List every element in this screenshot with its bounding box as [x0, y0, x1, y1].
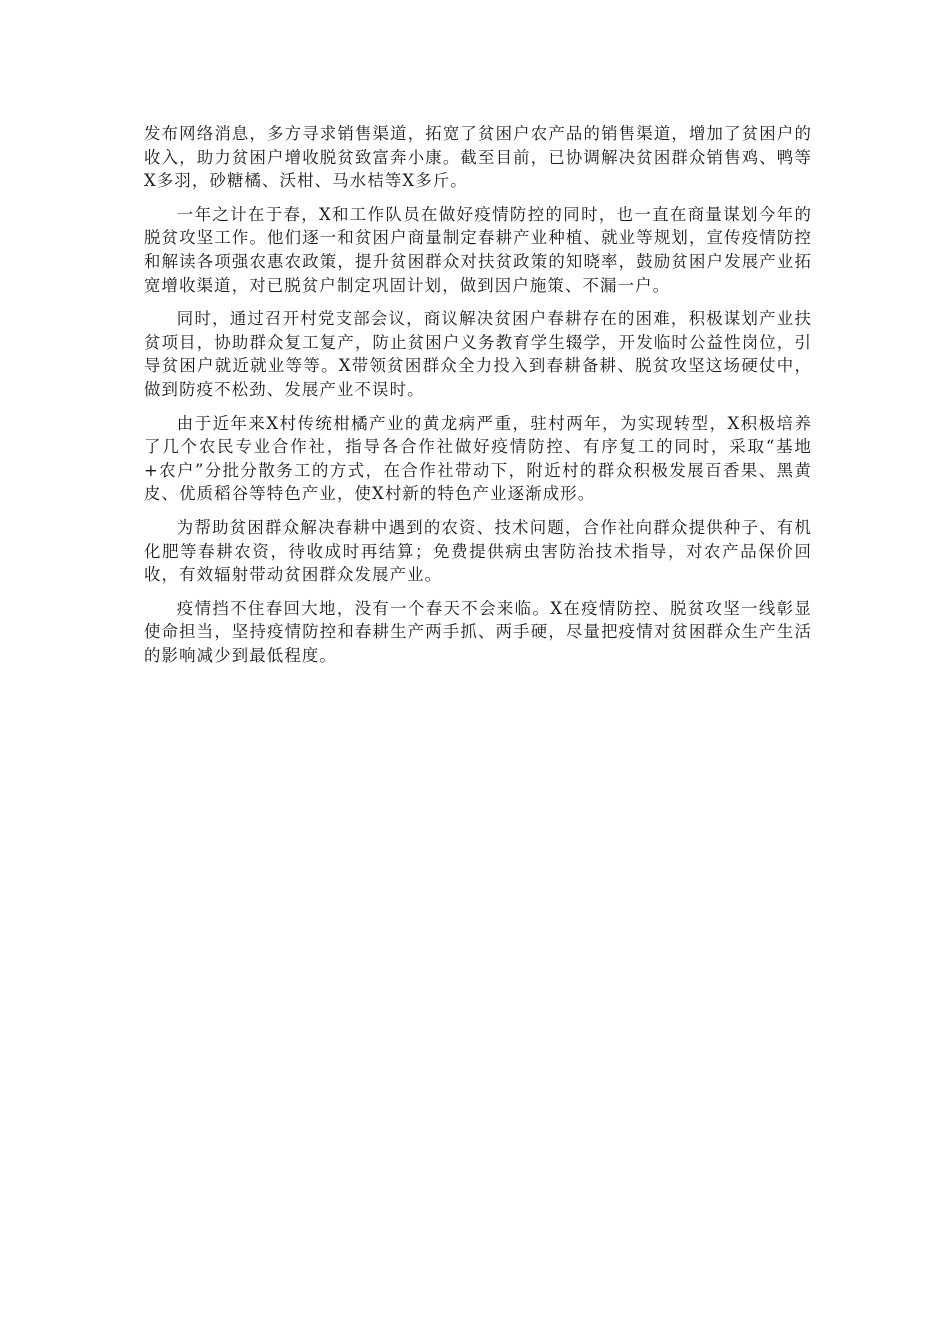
document-body: [144, 122, 812, 677]
paragraph-5: 为帮助贫困群众解决春耕中遇到的农资、技术问题，合作社向群众提供种子、有机化肥等春耕农资，待收成时再结算；免费提供病虫害防治技术指导，对农产品保价回收，有效辐射带动贫困群众发展产业。: [144, 517, 812, 585]
paragraph-4: 由于近年来X村传统柑橘产业的黄龙病严重，驻村两年，为实现转型，X积极培养了几个农民专业合作社，指导各合作社做好疫情防控、有序复工的同时，采取“基地+农户”分批分散务工的方式，在合作社带动下，附近村的群众积极发展百香果、黑黄皮、优质稻谷等特色产业，使X村新的特色产业逐渐成形。: [144, 413, 812, 504]
paragraph-1: 发布网络消息，多方寻求销售渠道，拓宽了贫困户农产品的销售渠道，增加了贫困户的收入，助力贫困户增收脱贫致富奔小康。截至目前，已协调解决贫困群众销售鸡、鸭等X多羽，砂糖橘、沃柑、马水桔等X多斤。: [144, 124, 812, 191]
paragraph-3: 同时，通过召开村党支部会议，商议解决贫困户春耕存在的困难，积极谋划产业扶贫项目，协助群众复工复产，防止贫困户义务教育学生辍学，开发临时公益性岗位，引导贫困户就近就业等等。X带领贫困群众全力投入到春耕备耕、脱贫攻坚这场硬仗中，做到防疫不松劲、发展产业不误时。: [144, 309, 812, 399]
paragraph-6: 疫情挡不住春回大地，没有一个春天不会来临。X在疫情防控、脱贫攻坚一线彰显使命担当，坚持疫情防控和春耕生产两手抓、两手硬，尽量把疫情对贫困群众生产生活的影响减少到最低程度。: [144, 598, 812, 665]
paragraph-2: 一年之计在于春，X和工作队员在做好疫情防控的同时，也一直在商量谋划今年的脱贫攻坚工作。他们逐一和贫困户商量制定春耕产业种植、就业等规划，宣传疫情防控和解读各项强农惠农政策，提升贫困群众对扶贫政策的知晓率，鼓励贫困户发展产业拓宽增收渠道，对已脱贫户制定巩固计划，做到因户施策、不漏一户。: [144, 204, 812, 295]
